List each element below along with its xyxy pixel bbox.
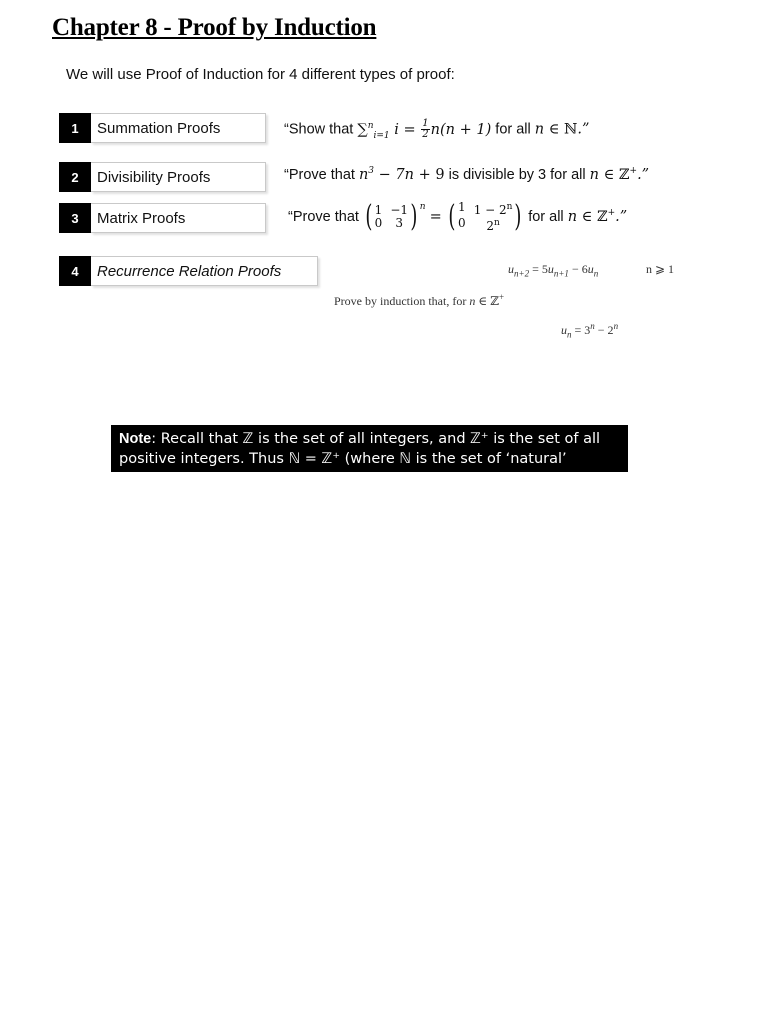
recurrence-relation: $u_{n+2} = 5u_{n+1} - 6u_n$ <box>508 262 599 279</box>
summation-example: “Show that ∑$^n_{i=1}$ i = $\frac{1}{2}$ n(n + 1) for all n ∈ ℕ.” <box>284 118 590 141</box>
item-label: Divisibility Proofs <box>91 162 266 192</box>
item-label: Matrix Proofs <box>91 203 266 233</box>
proof-type-3 <box>59 203 266 233</box>
matrix-example: “Prove that ( 1 −1 0 3 ) $^n$ = ( 1 $1 - 2^n$ 0 2$^n$ ) for all n ∈ ℤ+.” <box>288 199 628 234</box>
recurrence-result: $u_n = 3^n - 2^n$ <box>561 321 619 340</box>
note-text-line1: : Recall that ℤ is the set of all integers, and ℤ⁺ is the set of all <box>151 431 601 447</box>
divisibility-example: “Prove that $n^3 - 7n + 9$ is divisible by 3 for all n ∈ ℤ+.” <box>284 166 650 183</box>
item-number: 1 <box>59 113 91 143</box>
item-number: 2 <box>59 162 91 192</box>
item-label: Summation Proofs <box>91 113 266 143</box>
item-label: Recurrence Relation Proofs <box>91 256 318 286</box>
recurrence-condition: n ⩾ 1 <box>646 262 675 276</box>
note-label: Note <box>119 431 152 447</box>
recurrence-statement: Prove by induction that, for n ∈ ℤ+ <box>334 292 505 308</box>
proof-type-2 <box>59 162 266 192</box>
item-number: 4 <box>59 256 91 286</box>
proof-type-1 <box>59 113 266 143</box>
page-title: Chapter 8 - Proof by Induction <box>52 14 377 41</box>
note-box <box>111 425 628 487</box>
note-text-line2: positive integers. Thus ℕ = ℤ⁺ (where ℕ is the set of ‘natural’ numbers). <box>119 451 567 487</box>
proof-type-4 <box>59 256 318 286</box>
intro-text: We will use Proof of Induction for 4 different types of proof: <box>66 66 455 83</box>
item-number: 3 <box>59 203 91 233</box>
